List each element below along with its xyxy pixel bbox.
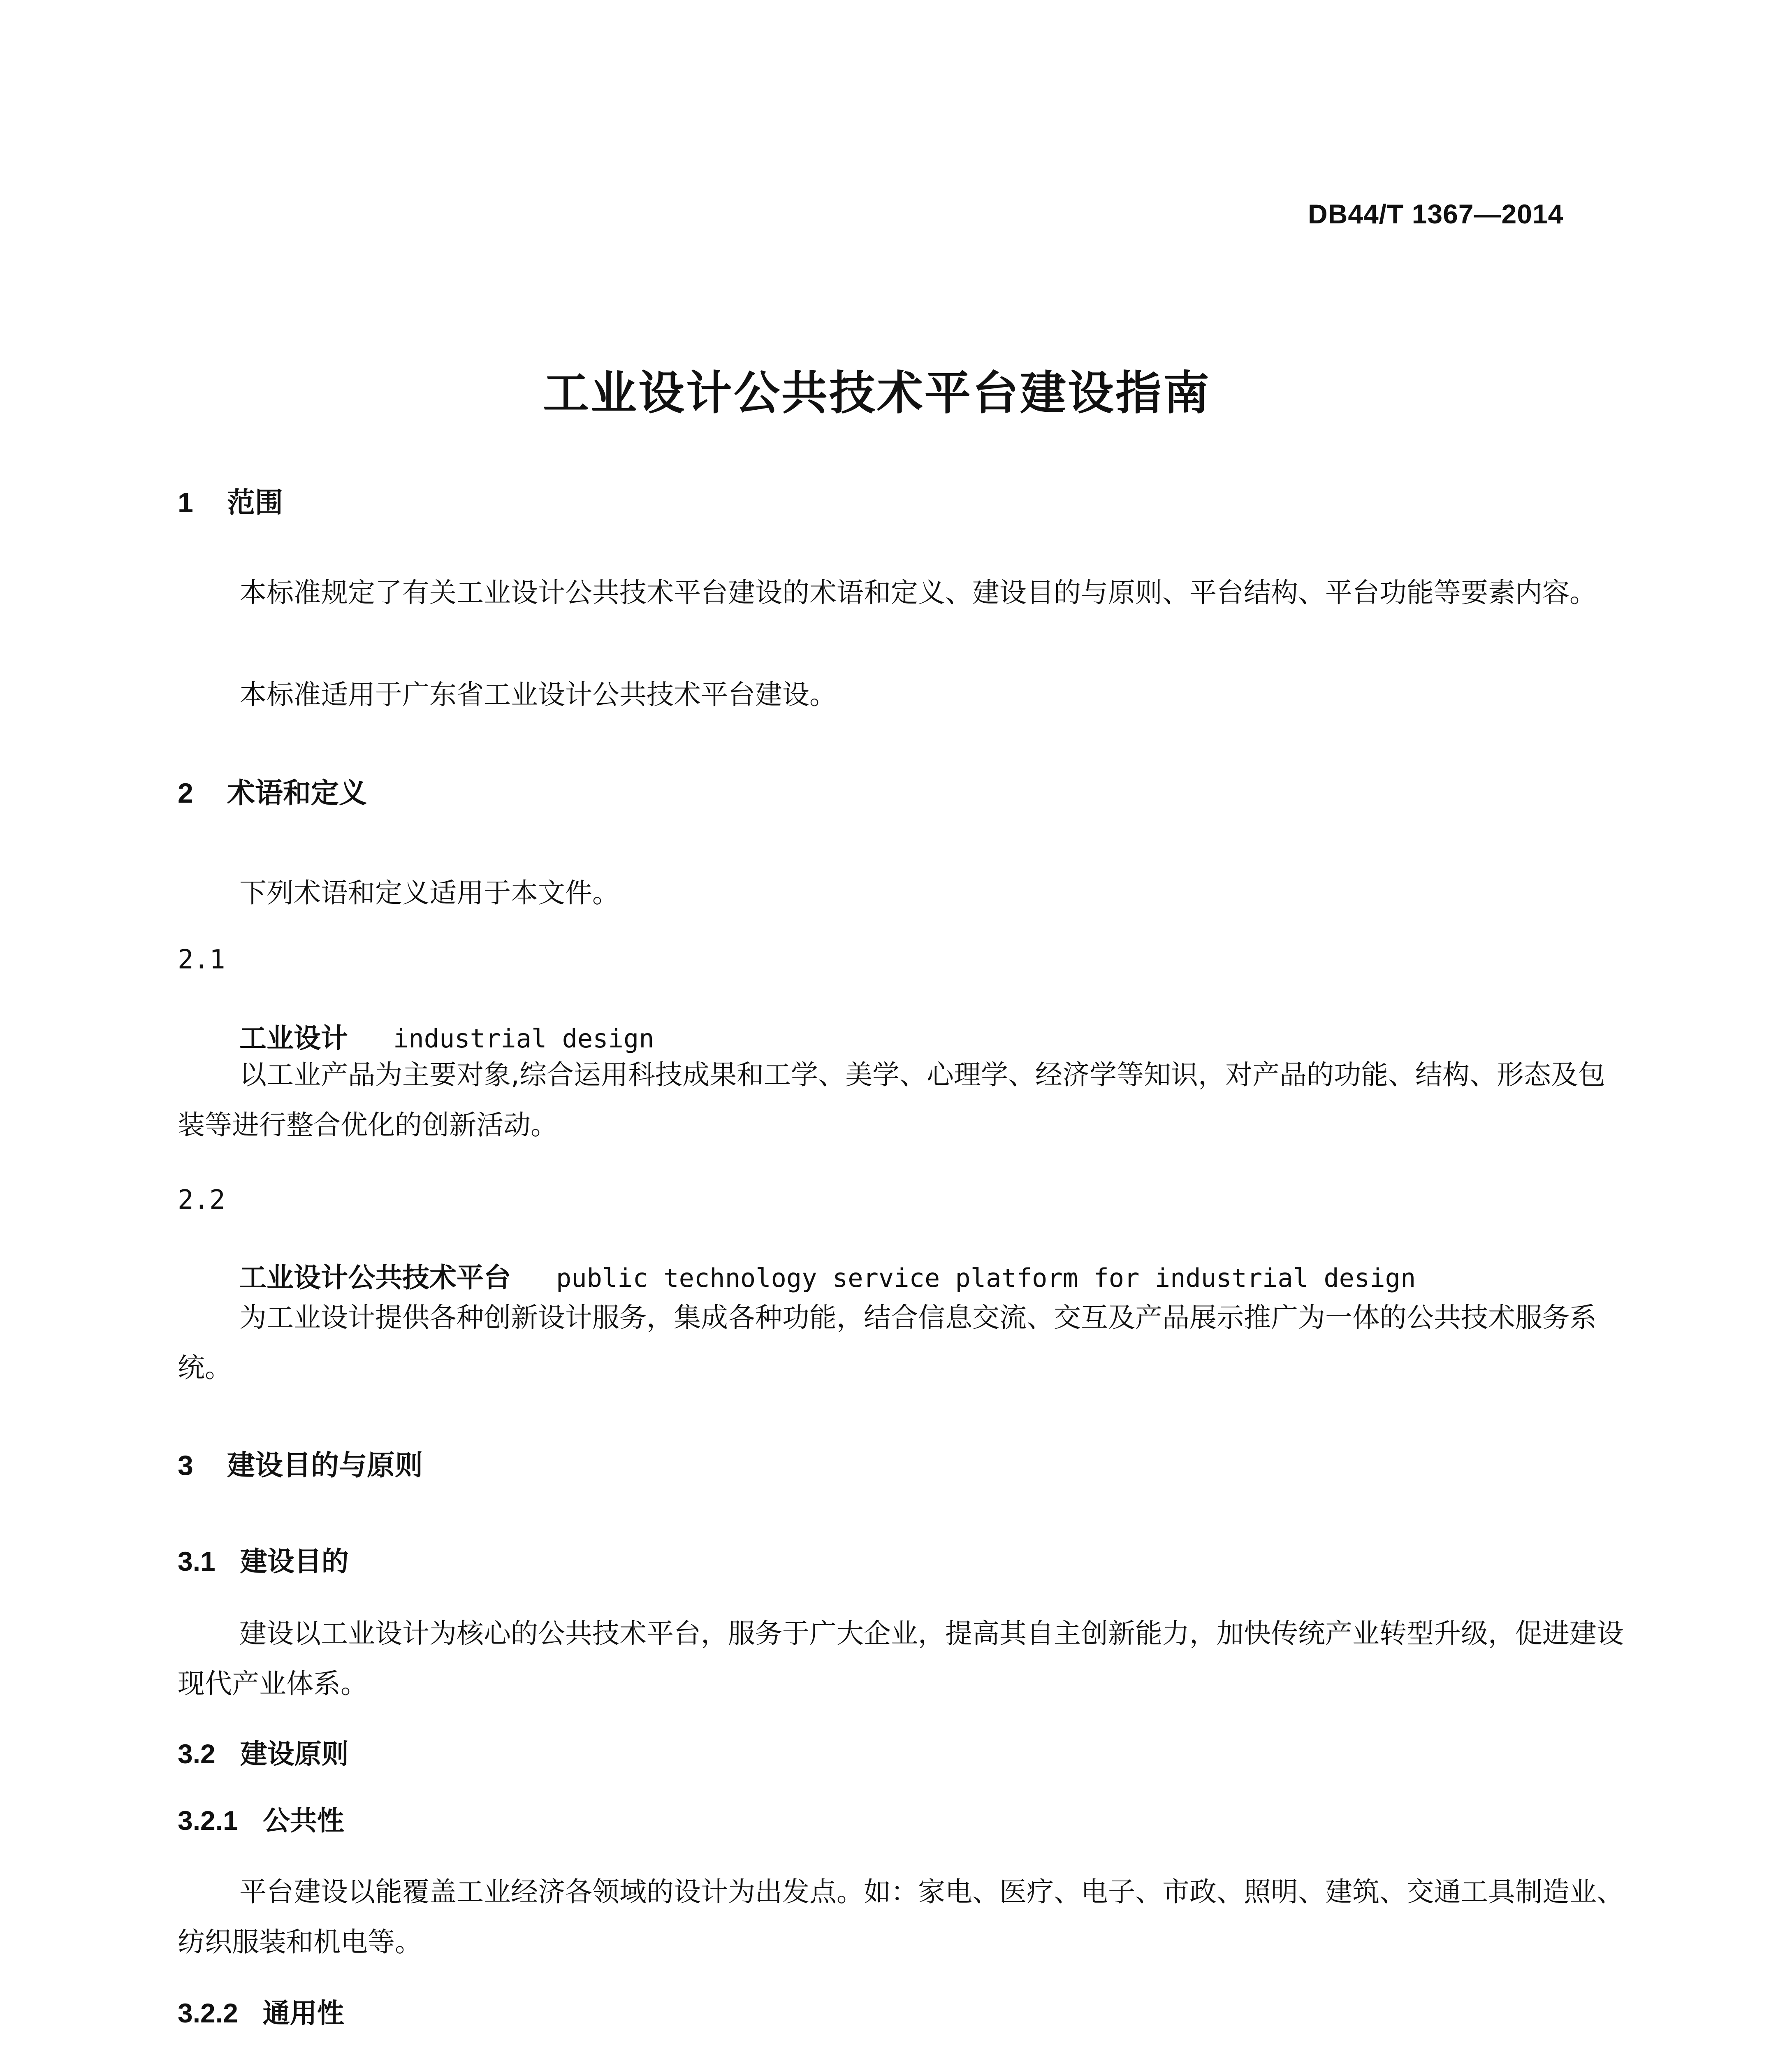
subsection-title: 建设原则 [240,1738,349,1770]
section-1-paragraph-2: 本标准适用于广东省工业设计公共技术平台建设。 [239,679,837,710]
subsection-3-1-text: 建设以工业设计为核心的公共技术平台，服务于广大企业，提高其自主创新能力，加快传统产业转型升级，促进建设现代产业体系。 [178,1618,1624,1699]
section-title: 术语和定义 [227,777,367,810]
clause-number-2-2: 2.2 [178,1185,225,1215]
clause-number-2-1: 2.1 [178,945,225,975]
term-english: public technology service platform for industrial design [556,1263,1416,1293]
subsection-number: 3.2.2 [178,1998,238,2028]
section-number: 3 [178,1450,193,1481]
subsection-title: 建设目的 [240,1546,349,1577]
term-2-2-definition: 为工业设计提供各种创新设计服务，集成各种功能，结合信息交流、交互及产品展示推广为一体的公共技术服务系统。 [178,1302,1597,1384]
section-number: 2 [178,778,193,809]
subsection-3-2-2-heading [178,1991,344,2030]
subsection-3-2-1-heading [178,1799,344,1838]
section-title: 建设目的与原则 [227,1449,423,1482]
term-chinese: 工业设计公共技术平台 [239,1262,511,1293]
page-title: 工业设计公共技术平台建设指南 [543,367,1211,420]
section-2-intro: 下列术语和定义适用于本文件。 [239,877,619,909]
subsection-title: 公共性 [262,1805,344,1836]
subsection-3-2-1-text: 平台建设以能覆盖工业经济各领域的设计为出发点。如：家电、医疗、电子、市政、照明、建筑、交通工具制造业、纺织服装和机电等。 [178,1876,1624,1958]
subsection-3-1-heading [178,1539,349,1579]
subsection-title: 通用性 [262,1997,344,2029]
term-2-1-definition: 以工业产品为主要对象,综合运用科技成果和工学、美学、心理学、经济学等知识，对产品的功能、结构、形态及包装等进行整合优化的创新活动。 [178,1059,1605,1141]
subsection-number: 3.1 [178,1546,216,1576]
term-2-2 [239,1256,1416,1295]
term-english: industrial design [393,1024,654,1054]
section-number: 1 [178,487,193,518]
section-title: 范围 [227,487,283,519]
term-chinese: 工业设计 [239,1022,348,1054]
subsection-number: 3.2.1 [178,1805,238,1836]
section-2-heading [178,771,367,811]
section-1-paragraph-1: 本标准规定了有关工业设计公共技术平台建设的术语和定义、建设目的与原则、平台结构、平台功能等要素内容。 [239,577,1597,608]
subsection-3-2-heading [178,1732,349,1771]
subsection-number: 3.2 [178,1739,216,1769]
section-1-heading [178,481,283,520]
term-2-1 [239,1016,654,1055]
section-3-heading [178,1443,423,1483]
standard-number: DB44/T 1367—2014 [1308,199,1564,229]
